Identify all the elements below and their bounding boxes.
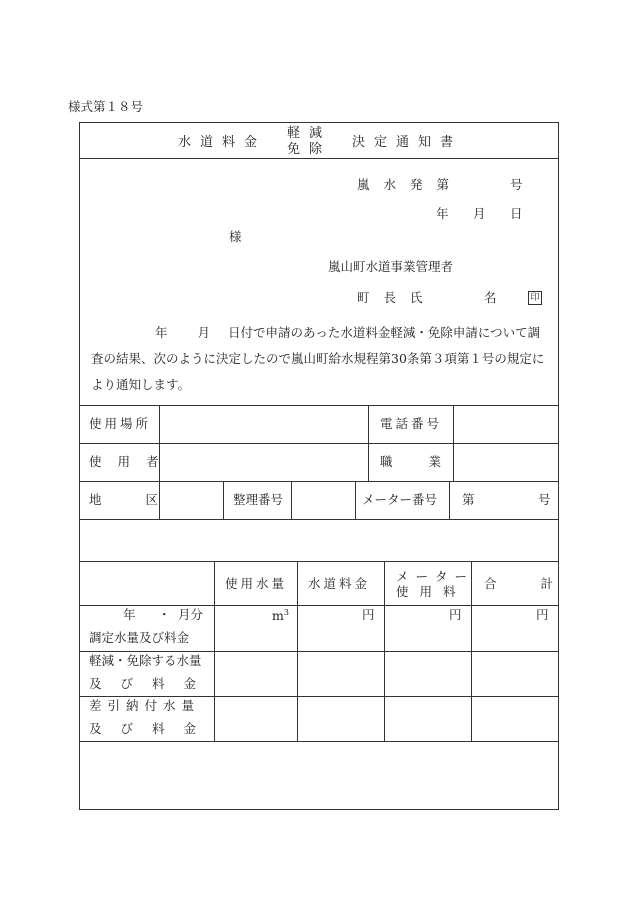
divider xyxy=(79,443,559,444)
divider xyxy=(79,696,559,697)
col-meter-top: メーター xyxy=(396,569,475,584)
doc-number-prefix: 嵐水発第 xyxy=(357,177,464,192)
title-prefix: 水道料金 xyxy=(178,135,267,150)
body-text: 日付で申請のあった水道料金軽減・免除申請について調査の結果、次のように決定したので嵐山町給水規程第30条第３項第１号の規定により通知します。 xyxy=(91,325,545,392)
form-number: 様式第１８号 xyxy=(68,99,144,114)
divider xyxy=(79,481,559,482)
district-label: 地区 xyxy=(89,492,203,507)
row3-line1: 差引納付水量 xyxy=(89,698,201,713)
user-label: 使用者 xyxy=(89,454,175,469)
title-option-top: 軽減 xyxy=(287,126,332,141)
phone-label: 電話番号 xyxy=(380,416,443,431)
row1-year: 年 xyxy=(123,607,136,622)
divider xyxy=(223,481,224,519)
issuer-title: 町長氏 xyxy=(357,290,437,305)
row1-month: 月分 xyxy=(178,607,204,622)
meter-dai: 第 xyxy=(462,492,475,507)
col-meter-bottom: 使用料 xyxy=(396,584,467,599)
unit-yen-fee: 円 xyxy=(362,607,375,622)
title-option-bottom: 免除 xyxy=(287,142,332,157)
divider xyxy=(297,561,298,741)
doc-number-suffix: 号 xyxy=(510,177,523,192)
unit-yen-total: 円 xyxy=(536,607,549,622)
divider xyxy=(79,519,559,520)
divider xyxy=(79,605,559,606)
divider xyxy=(453,405,454,481)
meter-number-label: メーター番号 xyxy=(362,492,438,507)
title-divider xyxy=(79,158,559,159)
divider xyxy=(368,405,369,481)
divider xyxy=(79,651,559,652)
date-year: 年 xyxy=(436,206,449,221)
title-suffix: 決定通知書 xyxy=(352,135,463,150)
seal-icon: 印 xyxy=(528,291,542,305)
addressee-suffix: 様 xyxy=(229,229,242,244)
body-month: 月 xyxy=(197,325,211,340)
occupation-label: 職業 xyxy=(380,454,478,469)
divider xyxy=(471,561,472,741)
unit-cubic-meter: $m^3$ xyxy=(272,608,289,624)
notice-paragraph xyxy=(91,320,549,398)
unit-yen-meter: 円 xyxy=(449,607,462,622)
date-month: 月 xyxy=(473,206,486,221)
divider xyxy=(79,741,559,742)
date-day: 日 xyxy=(510,206,523,221)
row3-line2: 及び料金 xyxy=(89,721,216,736)
divider xyxy=(291,481,292,519)
divider xyxy=(79,405,559,406)
divider xyxy=(79,561,559,562)
ref-number-label: 整理番号 xyxy=(233,492,284,507)
row1-dot: ・ xyxy=(158,607,171,622)
body-year: 年 xyxy=(155,325,168,340)
divider xyxy=(214,561,215,741)
usage-place-label: 使用場所 xyxy=(89,416,152,431)
issuer-organization: 嵐山町水道事業管理者 xyxy=(328,259,454,274)
col-total: 合計 xyxy=(484,576,598,591)
col-usage-volume: 使用水量 xyxy=(225,576,288,591)
meter-go: 号 xyxy=(538,492,551,507)
divider xyxy=(384,561,385,741)
divider xyxy=(449,481,450,519)
col-water-fee: 水道料金 xyxy=(308,576,371,591)
issuer-name-label: 名 xyxy=(484,290,497,305)
divider xyxy=(355,481,356,519)
row1-line2: 調定水量及び料金 xyxy=(89,630,190,645)
row2-line1: 軽減・免除する水量 xyxy=(89,653,202,668)
row2-line2: 及び料金 xyxy=(89,676,216,691)
